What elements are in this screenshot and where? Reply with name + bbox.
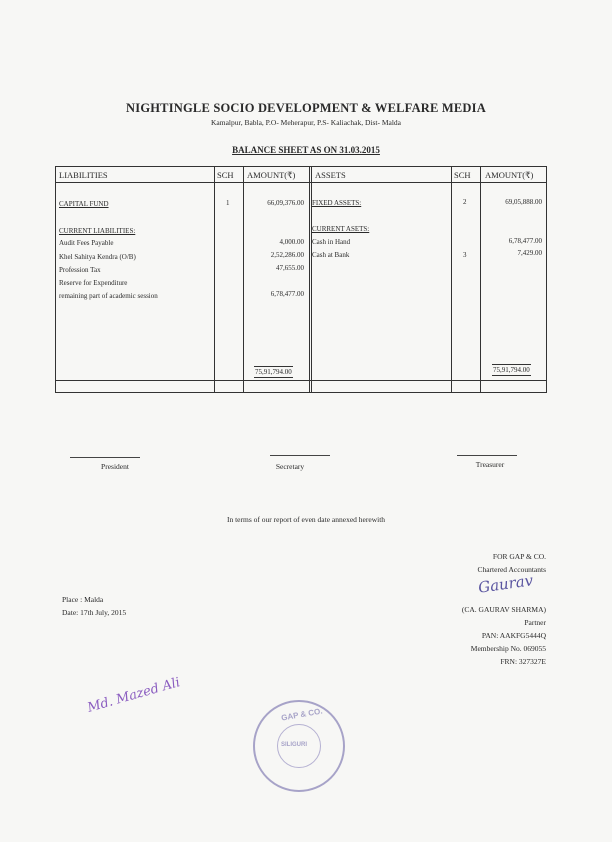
liabilities-total: 75,91,794.00 (255, 368, 292, 376)
capital-fund-sch: 1 (226, 199, 230, 207)
auditor-membership: Membership No. 069055 (470, 644, 546, 653)
date: Date: 17th July, 2015 (62, 608, 127, 617)
auditor-frn: FRN: 327327E (500, 657, 546, 666)
handwritten-signature: Md. Mazed Ali (85, 675, 182, 716)
footer-divider (56, 380, 546, 381)
fixed-assets-sch: 2 (463, 198, 467, 206)
asset-item-amount: 6,78,477.00 (508, 237, 542, 245)
treasurer-signature-line (457, 455, 517, 456)
auditor-firm: FOR GAP & CO. (492, 552, 546, 561)
liability-item-label: Profession Tax (59, 266, 101, 274)
current-assets-heading: CURRENT ASETS: (312, 225, 370, 233)
auditor-designation: Chartered Accountants (477, 565, 546, 574)
capital-fund-label: CAPITAL FUND (59, 200, 109, 208)
asset-item-amount: 7,429.00 (517, 249, 542, 257)
auditor-role: Partner (524, 618, 546, 627)
organization-address: Kamalpur, Babla, P.O- Meherapur, P.S- Kaliachak, Dist- Malda (211, 118, 401, 127)
header-amount-right: AMOUNT(₹) (485, 170, 534, 180)
liability-item-amount: 47,655.00 (276, 264, 304, 272)
liability-item-amount: 2,52,286.00 (270, 251, 304, 259)
header-amount-left: AMOUNT(₹) (247, 170, 296, 180)
auditor-signature: Gaurav (477, 571, 535, 597)
sheet-title-text: BALANCE SHEET AS ON 31.03.2015 (232, 145, 380, 155)
treasurer-label: Treasurer (475, 460, 505, 469)
fixed-assets-label: FIXED ASSETS: (312, 199, 362, 207)
col-divider (451, 167, 452, 392)
liability-item-amount: 4,000.00 (279, 238, 304, 246)
col-divider (214, 167, 215, 392)
sheet-title (0, 145, 612, 155)
col-divider (480, 167, 481, 392)
asset-item-label: Cash in Hand (312, 238, 351, 246)
president-label: President (101, 462, 129, 471)
seal-middle-text: SILIGURI (281, 742, 308, 748)
header-liabilities: LIABILITIES (59, 170, 108, 180)
header-sch-right: SCH (454, 170, 471, 180)
col-divider (243, 167, 244, 392)
auditor-name: (CA. GAURAV SHARMA) (461, 605, 546, 614)
liability-item-amount: 6,78,477.00 (270, 290, 304, 298)
header-divider (56, 182, 546, 183)
liability-item-label: Khel Sahitya Kendra (O/B) (59, 253, 136, 261)
capital-fund-amount: 66,09,376.00 (267, 199, 304, 207)
secretary-label: Secretary (275, 462, 305, 471)
liability-item-label: Audit Fees Payable (59, 239, 114, 247)
header-assets: ASSETS (315, 170, 346, 180)
seal-top-text: GAP & CO. (280, 706, 324, 723)
organization-name: NIGHTINGLE SOCIO DEVELOPMENT & WELFARE MEDIA (126, 101, 486, 115)
balance-sheet-table (55, 166, 547, 393)
current-liabilities-heading: CURRENT LIABILITIES: (59, 227, 136, 235)
fixed-assets-amount: 69,05,888.00 (505, 198, 542, 206)
header-sch-left: SCH (217, 170, 234, 180)
auditor-seal-stamp (253, 700, 345, 792)
asset-item-label: Cash at Bank (312, 251, 350, 259)
assets-total: 75,91,794.00 (493, 366, 530, 374)
liability-item-label: Reserve for Expenditure (59, 279, 128, 287)
report-note: In terms of our report of even date annexed herewith (226, 515, 386, 524)
liability-item-label: remaining part of academic session (59, 292, 158, 300)
place: Place : Malda (62, 595, 104, 604)
auditor-pan: PAN: AAKFG5444Q (481, 631, 546, 640)
asset-item-sch: 3 (463, 251, 467, 259)
president-signature-line (70, 457, 140, 458)
secretary-signature-line (270, 455, 330, 456)
